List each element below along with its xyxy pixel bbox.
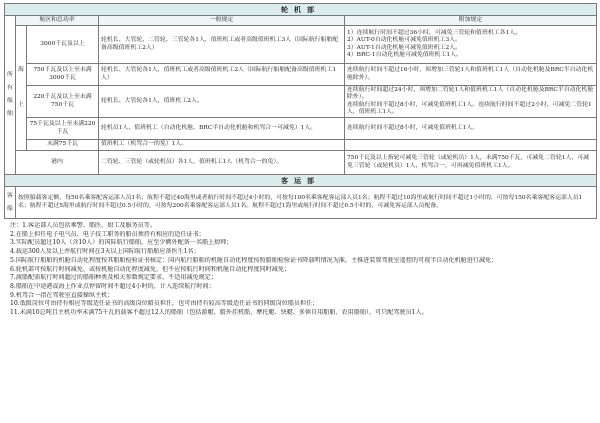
table-cell-additional: 1）连续航行时间不超过36小时，可减免三管轮和值班机工各1人。 2）AUT-0自动化机舱可减免值班机工3人。 3）AUT-1自动化机舱可减免值班机工2人。 4）BRC-1自动化机舱可减免值班机工1人。 [345,26,597,64]
table-cell-power: 220千瓦及以上至未满750千瓦 [27,86,99,118]
table-cell-power: 3000千瓦及以上 [27,26,99,64]
header-additional: 附加规定 [345,16,597,26]
table-cell-general: 值班机工（机驾合一的免）1人。 [99,140,345,151]
table-cell-additional [345,140,597,151]
note-line: 9.机驾合一指在驾驶室直接操纵主机； [10,291,114,299]
table-cell-general: 轮机长、大管轮各1人，值班机工2人。 [99,86,345,118]
header-zone-power: 航区和总功率 [16,16,99,26]
notes-block [4,222,596,318]
table-cell-general: 轮机长、大管轮各1人，值班机工或者高级值班机工2人（国际航行船舶配备高级值班机工1人） [99,64,345,86]
note-line: 8.船舶在中途港或海上作业点停留时间不超过4小时的，计入连续航行时间； [10,282,215,290]
manning-table-page [4,3,596,417]
note-line: 7.渡船配需航行时间超过的船舶种类及相关参数规定要求，不适用减免规定； [10,274,217,282]
note-line: 5.国际航行船舶的机舱自动化程度按其船舶检验证书核定：国内航行船舶的机舱自动化程度按照船舶检验证书降载明情况为准，主推进装置驾驶室遥控的可视半自动化机舱进行减免； [10,256,498,264]
header-general: 一般规定 [99,16,345,26]
passenger-rule-text: 按照船载客定额，每50名乘客配客运部人员1名；航程不超过40海里或者航行时间不超过4小时的，可按每100名乘客配客运部人员1名；航程不超过10海里或航行时间不超过1小时的，可按每150名乘客配客运部人员1名；航程不超过5海里或航行时间不超过0.5小时的，可按每200名乘客配客运部人员1名。航程不超过1海里或航行时间不超过0.5小时的，可减免客运部人员配备。 [16,187,597,219]
note-line: 注：1.客运部人员包括乘警、船医、厨工及服务员等。 [10,222,156,229]
table-cell-power: 750千瓦及以上至未满3000千瓦 [27,64,99,86]
port-zone-label: 港内 [16,151,99,175]
table-cell-general: 轮机员1人，值班机工（自动化机舱、BRC半自动化机舱和机驾合一可减免）1人。 [99,118,345,140]
table-cell-general: 二管轮、三管轮（或轮机员）各1人，值班机工1人（机驾合一的免）。 [99,151,345,175]
table-cell-power: 未满75千瓦 [27,140,99,151]
note-line: 6.轮机部可按航行时间减免、或按机舱自动化程度减免，但不应按航行时间和机舱自动化程度同时减免； [10,265,291,273]
note-line: 3.实际配员超过10人（含10人）的国际航行船舶，应至少额外配备一名船上厨师； [10,239,233,247]
note-line: 10.低级岗位可由持有相应等级适任证书的高级岗位船员担任，也可由持有较高等级适任证书的同级岗位船员担任； [10,300,319,308]
table-cell-power: 75千瓦及以上至未满220千瓦 [27,118,99,140]
table-cell-additional: 750千瓦及以上指轮可减免三管轮（或轮机员）1人，未满750千瓦，可减免二管轮1人，可减免三管轮（或轮机员）1人，机驾合一，可再减免值班机工1人。 [345,151,597,175]
passenger-dept-title: 客运部 [5,175,597,187]
table-cell-additional: 连续航行时间不超过16小时，须增加三管轮1人和值班机工1人（自动化机舱及BRC半自动化机舱除外）。 [345,64,597,86]
passenger-ship-label: 客船 [5,187,16,219]
note-line: 4.载运300人及以上并航行时间在3天以上国际航行船舶应备医生1名； [10,248,200,256]
manning-table [4,3,597,219]
engine-dept-title: 轮机部 [5,4,597,16]
table-cell-general: 轮机长、大管轮、二管轮、三管轮各1人，值班机工或者高级值班机工3人（国际航行船舶配备高级值班机工2人） [99,26,345,64]
note-line: 2.在船上担任电子电气员、电子技工职务的船员须持有相应的适任证书； [10,230,205,238]
table-cell-additional: 连续航行时间不超过8小时，可减免值班机工1人。 [345,118,597,140]
note-line: 11.未满10总吨且主机功率未满75千瓦的载客不超过12人的船舶（包括游艇、船外挂机船、摩托艇、快艇、多镇自用船舶、农用船舶），可只配驾驶员1人。 [10,309,428,317]
table-cell-additional: 连续航行时间超过24小时，须增加二管轮1人和值班机工1人（自动化机舱及BRC半自动化机舱除外）。 连续航行时间不超过8小时，可减免值班机工1人。连续航行时间不超过2小时，可减免二管轮1人，值班机工1人。 [345,86,597,118]
sea-zone-label: 海 上 [16,26,27,151]
all-ships-label: 所有船舶 [5,16,16,175]
